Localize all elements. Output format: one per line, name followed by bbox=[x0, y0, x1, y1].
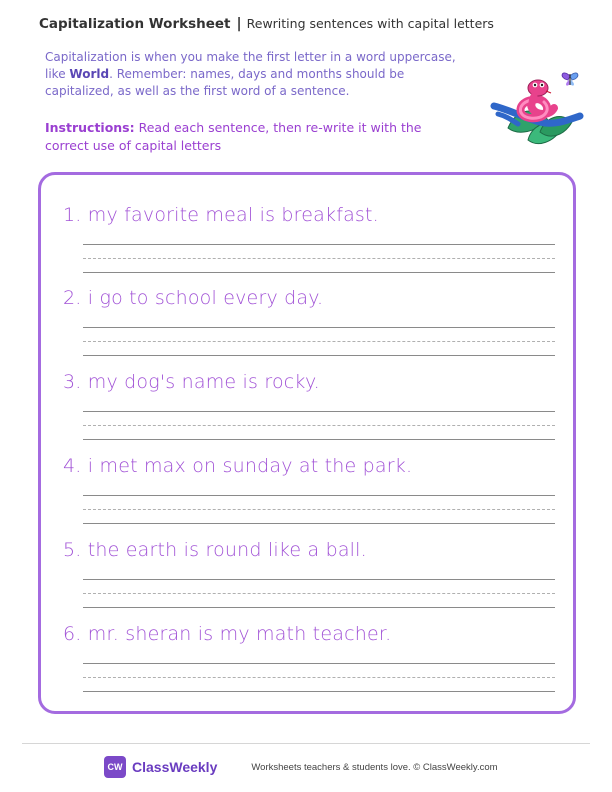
writing-line-midline bbox=[83, 425, 555, 426]
sentence-prompt: 2. i go to school every day. bbox=[63, 287, 324, 309]
sentence-prompt: 5. the earth is round like a ball. bbox=[63, 539, 367, 561]
brand-name: ClassWeekly bbox=[132, 759, 218, 775]
writing-line-baseline bbox=[83, 691, 555, 692]
writing-line-baseline bbox=[83, 272, 555, 273]
footer bbox=[104, 756, 498, 778]
sentence-prompt: 4. i met max on sunday at the park. bbox=[63, 455, 413, 477]
writing-line-midline bbox=[83, 677, 555, 678]
sentence-prompt: 6. mr. sheran is my math teacher. bbox=[63, 623, 392, 645]
intro-text-part2: . Remember: names, days and months should be capitalized, as well as the first word of a sentence. bbox=[45, 67, 405, 98]
exercise-item bbox=[63, 623, 559, 693]
worksheet-subtitle: Rewriting sentences with capital letters bbox=[246, 16, 494, 31]
writing-line-baseline bbox=[83, 355, 555, 356]
exercise-item bbox=[63, 371, 559, 441]
exercise-item bbox=[63, 204, 559, 274]
exercise-item bbox=[63, 455, 559, 525]
writing-line-top bbox=[83, 663, 555, 664]
header-separator: | bbox=[236, 16, 242, 32]
worksheet-title: Capitalization Worksheet bbox=[39, 16, 231, 32]
instructions-label: Instructions: bbox=[45, 120, 135, 135]
writing-line-top bbox=[83, 244, 555, 245]
writing-line-midline bbox=[83, 341, 555, 342]
writing-line-top bbox=[83, 327, 555, 328]
intro-paragraph bbox=[45, 49, 475, 100]
instructions-text: Read each sentence, then re-write it with the correct use of capital letters bbox=[45, 120, 422, 153]
writing-line-top bbox=[83, 411, 555, 412]
sentence-prompt: 3. my dog's name is rocky. bbox=[63, 371, 320, 393]
writing-line-baseline bbox=[83, 523, 555, 524]
intro-highlight-word: World bbox=[69, 67, 110, 81]
footer-divider bbox=[22, 743, 590, 744]
writing-line-top bbox=[83, 579, 555, 580]
writing-line-baseline bbox=[83, 607, 555, 608]
writing-line-midline bbox=[83, 509, 555, 510]
writing-line-top bbox=[83, 495, 555, 496]
writing-line-baseline bbox=[83, 439, 555, 440]
sentence-prompt: 1. my favorite meal is breakfast. bbox=[63, 204, 379, 226]
intro-text-part1: Capitalization is when you make the first letter in a word uppercase, like bbox=[45, 50, 456, 81]
snake-butterfly-leaves-icon bbox=[488, 66, 584, 150]
writing-line-midline bbox=[83, 258, 555, 259]
exercise-item bbox=[63, 539, 559, 609]
worksheet-header bbox=[39, 16, 494, 32]
footer-tagline: Worksheets teachers & students love. © ClassWeekly.com bbox=[251, 761, 498, 773]
writing-area-box bbox=[38, 172, 576, 714]
exercise-item bbox=[63, 287, 559, 357]
writing-line-midline bbox=[83, 593, 555, 594]
instructions-paragraph bbox=[45, 119, 465, 155]
classweekly-logo-icon: CW bbox=[104, 756, 126, 778]
